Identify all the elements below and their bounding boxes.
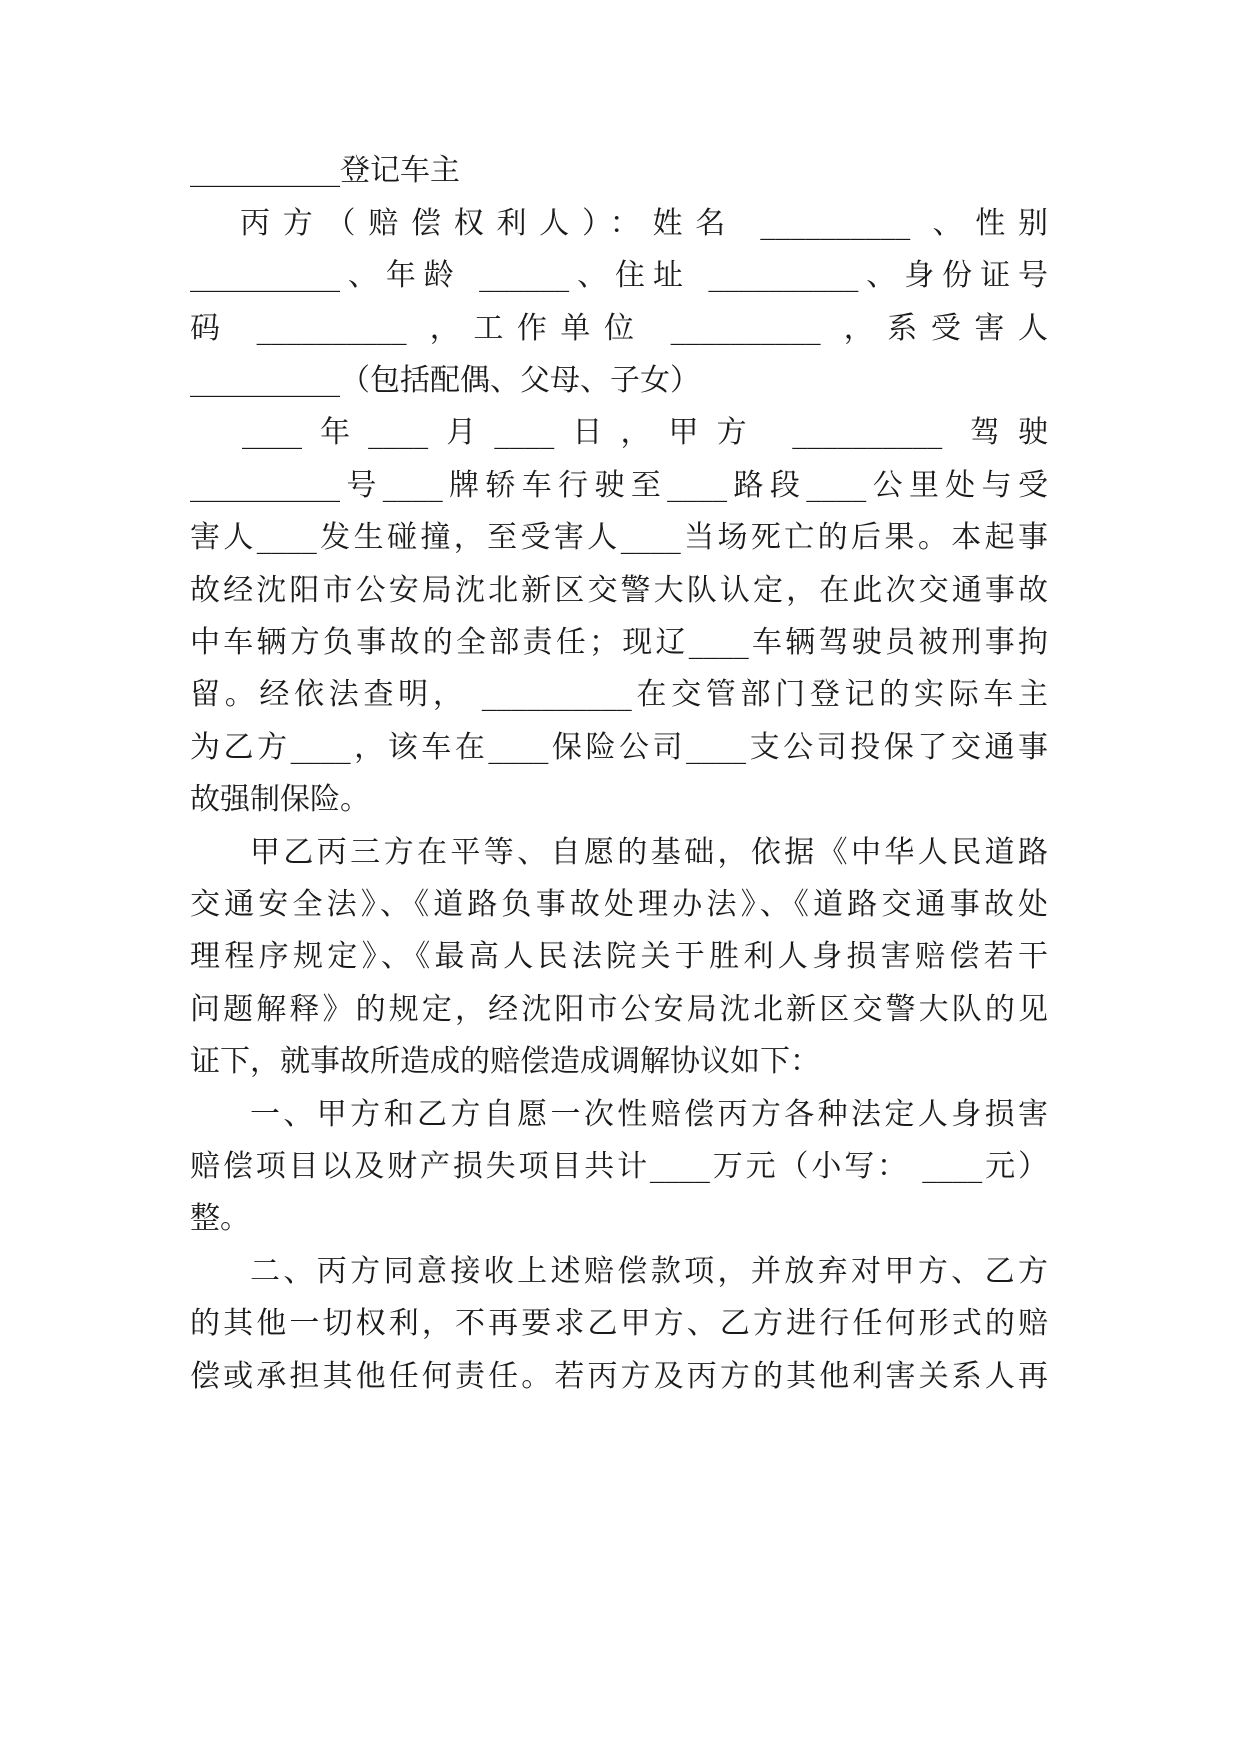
- line-15: 交通安全法》、《道路负事故处理办法》、《道路交通事故处: [190, 887, 1048, 922]
- line-10: 中车辆方负事故的全部责任；现辽____车辆驾驶员被刑事拘: [190, 625, 1048, 660]
- line-13: 故强制保险。: [190, 782, 370, 817]
- line-5: __________（包括配偶、父母、子女）: [190, 363, 700, 398]
- line-4: 码 __________ ，工作单位 __________ ，系受害人: [190, 311, 1048, 346]
- line-21: 整。: [190, 1201, 250, 1236]
- line-16: 理程序规定》、《最高人民法院关于胜利人身损害赔偿若干: [190, 939, 1048, 974]
- line-22: 二、丙方同意接收上述赔偿款项，并放弃对甲方、乙方: [250, 1254, 1048, 1289]
- line-9: 故经沈阳市公安局沈北新区交警大队认定，在此次交通事故: [190, 573, 1048, 608]
- line-3: __________、年龄 ______、住址 __________、身份证号: [190, 258, 1048, 293]
- line-14: 甲乙丙三方在平等、自愿的基础，依据《中华人民道路: [250, 835, 1048, 870]
- line-17: 问题解释》的规定，经沈阳市公安局沈北新区交警大队的见: [190, 992, 1048, 1027]
- line-20: 赔偿项目以及财产损失项目共计____万元（小写： ____元）: [190, 1149, 1048, 1184]
- line-24: 偿或承担其他任何责任。若丙方及丙方的其他利害关系人再: [190, 1359, 1048, 1394]
- line-2: 丙方（赔偿权利人）：姓名 __________ 、性别: [240, 206, 1048, 241]
- line-6: ____年____月____日，甲方 __________ 驾驶: [242, 415, 1048, 450]
- line-8: 害人____发生碰撞，至受害人____当场死亡的后果。本起事: [190, 520, 1048, 555]
- line-19: 一、甲方和乙方自愿一次性赔偿丙方各种法定人身损害: [250, 1097, 1048, 1132]
- line-23: 的其他一切权利，不再要求乙甲方、乙方进行任何形式的赔: [190, 1306, 1048, 1341]
- line-7: __________号____牌轿车行驶至____路段____公里处与受: [190, 468, 1048, 503]
- line-18: 证下，就事故所造成的赔偿造成调解协议如下：: [190, 1044, 820, 1079]
- line-1: __________登记车主: [190, 153, 460, 188]
- line-12: 为乙方____，该车在____保险公司____支公司投保了交通事: [190, 730, 1048, 765]
- line-11: 留。经依法查明， __________在交管部门登记的实际车主: [190, 677, 1048, 712]
